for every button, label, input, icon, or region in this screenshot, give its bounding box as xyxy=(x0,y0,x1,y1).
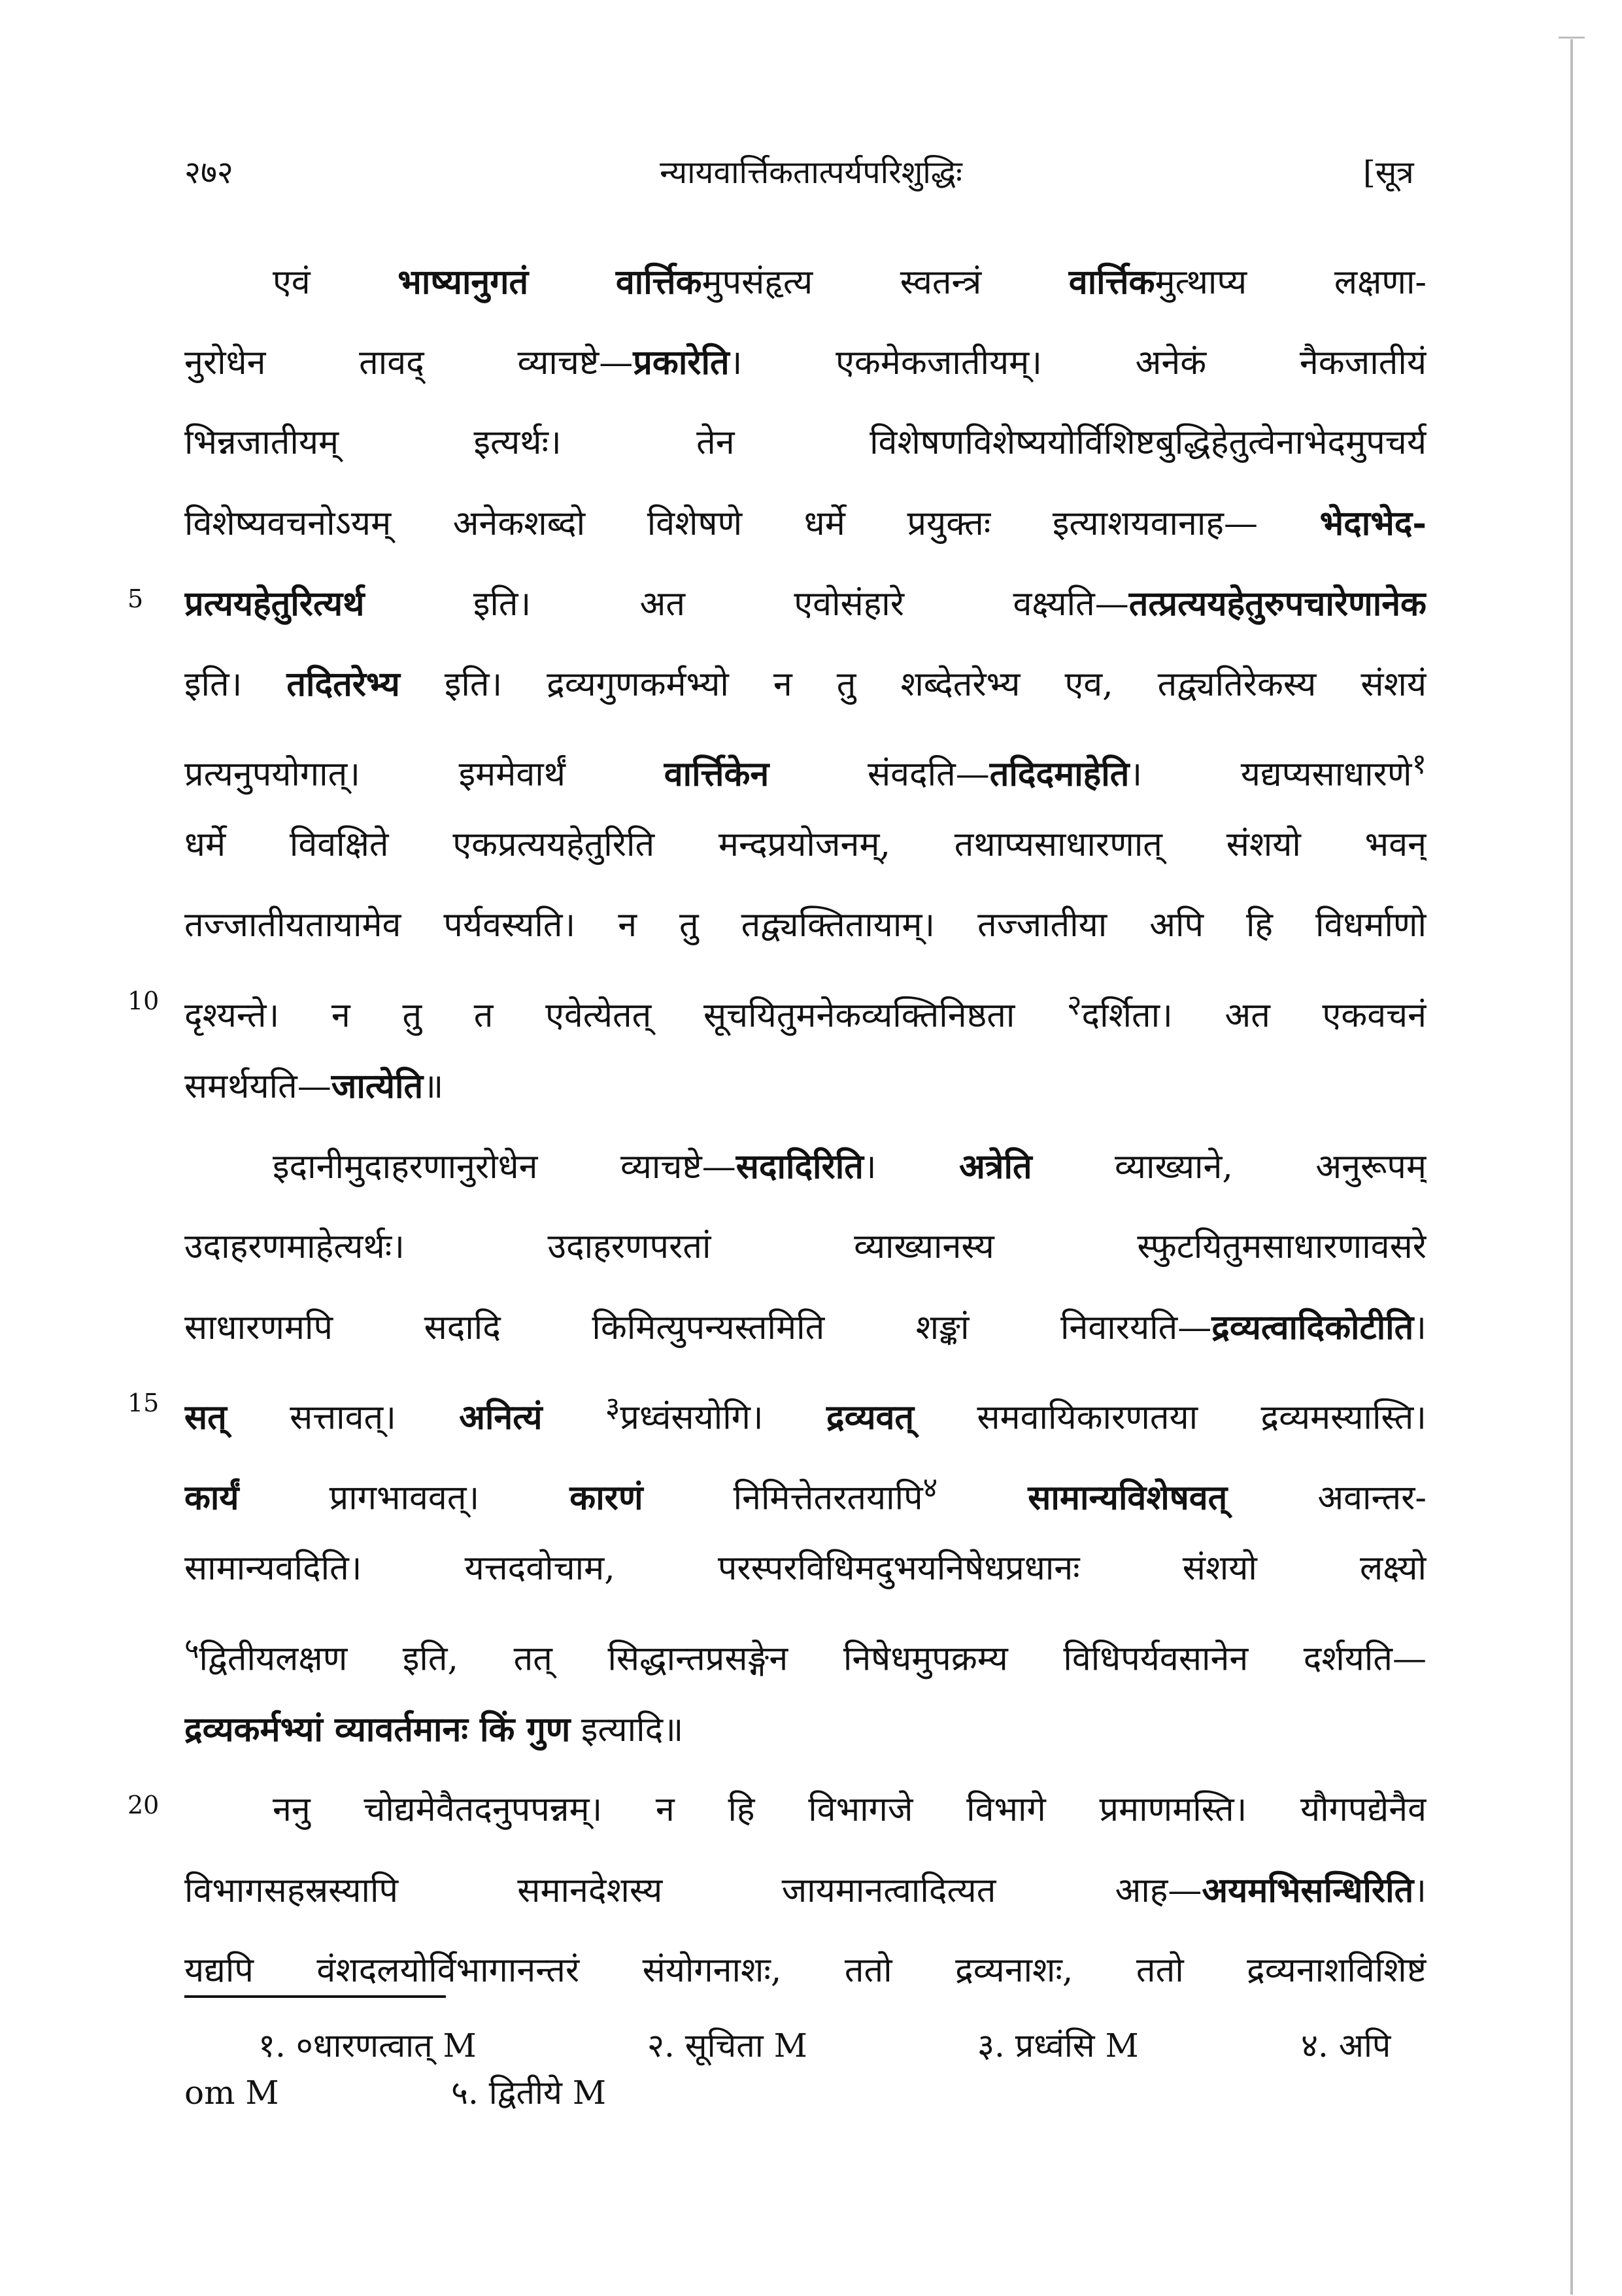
page-edge-line xyxy=(1570,39,1573,2295)
main-text xyxy=(184,242,1427,2011)
page-edge-tick xyxy=(1559,37,1585,39)
line-number-20: 20 xyxy=(127,1791,160,1819)
line-number-15: 15 xyxy=(127,1389,160,1417)
footnote-4-continued: om M xyxy=(184,2074,279,2112)
footnote-3: ३. प्रध्वंसि M xyxy=(977,2027,1139,2065)
line-number-10: 10 xyxy=(127,987,160,1015)
footnote-4: ४. अपि xyxy=(1301,2027,1391,2065)
footnote-ref: ४ xyxy=(922,1472,938,1504)
text-line: द्रव्यकर्मभ्यां व्यावर्तमानः किं गुण इत्यादि॥ xyxy=(184,1710,684,1749)
section-marker: [सूत्र xyxy=(1363,154,1414,191)
line-number-5: 5 xyxy=(127,584,144,613)
footnote-ref: २ xyxy=(1067,989,1082,1022)
text-line: तज्जातीयतायामेव पर्यवस्यति। न तु तद्व्यक्तितायाम्। तज्जातीया अपि हि विधर्माणो xyxy=(184,905,1427,945)
text-line: साधारणमपि सदादि किमित्युपन्यस्तमिति शङ्कां निवारयति—द्रव्यत्वादिकोटीति। xyxy=(184,1308,1427,1347)
footnote-5: ५. द्वितीये M xyxy=(451,2074,607,2112)
text-line: एवं भाष्यानुगतं वार्त्तिकमुपसंहृत्य स्वतन्त्रं वार्त्तिकमुत्थाप्य लक्षणा- xyxy=(273,262,1427,302)
footnote-ref: ५ xyxy=(184,1632,199,1665)
text-line: उदाहरणमाहेत्यर्थः। उदाहरणपरतां व्याख्यानस्य स्फुटयितुमसाधारणावसरे xyxy=(184,1227,1427,1266)
text-line: धर्मे विवक्षिते एकप्रत्ययहेतुरिति मन्दप्रयोजनम्, तथाप्यसाधारणात् संशयो भवन् xyxy=(184,825,1427,864)
text-line: कार्यं प्रागभाववत्। कारणं निमित्तेतरतयापि$^४$ सामान्यविशेषवत् अवान्तर- xyxy=(184,1472,1427,1518)
text-line: विभागसहस्रस्यापि समानदेशस्य जायमानत्वादित्यत आह—अयमभिसन्धिरिति। xyxy=(184,1870,1427,1910)
text-line: $^५$द्वितीयलक्षण इति, तत् सिद्धान्तप्रसङ्गेन निषेधमुपक्रम्य विधिपर्यवसानेन दर्शयति— xyxy=(184,1632,1427,1679)
text-line: सामान्यवदिति। यत्तदवोचाम, परस्परविधिमदुभयनिषेधप्रधानः संशयो लक्ष्यो xyxy=(184,1549,1427,1588)
text-line: प्रत्यनुपयोगात्। इममेवार्थं वार्त्तिकेन संवदति—तदिदमाहेति। यद्यप्यसाधारणे$^१$ xyxy=(184,748,1427,794)
footnote-ref: ३ xyxy=(605,1391,620,1424)
text-line: समर्थयति—जात्येति॥ xyxy=(184,1066,444,1106)
footnote-2: २. सूचिता M xyxy=(647,2027,807,2065)
text-line: भिन्नजातीयम् इत्यर्थः। तेन विशेषणविशेष्ययोर्विशिष्टबुद्धिहेतुत्वेनाभेदमुपचर्य xyxy=(184,423,1427,462)
text-line: ननु चोद्यमेवैतदनुपपन्नम्। न हि विभागजे विभागे प्रमाणमस्ति। यौगपद्येनैव xyxy=(273,1790,1427,1829)
footnote-ref: १ xyxy=(1411,748,1427,781)
text-line: इति। तदितरेभ्य इति। द्रव्यगुणकर्मभ्यो न तु शब्देतरेभ्य एव, तद्व्यतिरेकस्य संशयं xyxy=(184,664,1427,704)
text-line: प्रत्ययहेतुरित्यर्थ इति। अत एवोसंहारे वक्ष्यति—तत्प्रत्ययहेतुरुपचारेणानेक xyxy=(184,584,1427,624)
footnote-1: १. ०धारणत्वात् M xyxy=(258,2027,477,2065)
footnote-rule xyxy=(184,1995,446,1998)
page-number: २७२ xyxy=(184,154,233,191)
text-line: सत् सत्तावत्। अनित्यं $^३$प्रध्वंसयोगि। द्रव्यवत् समवायिकारणतया द्रव्यमस्यास्ति। xyxy=(184,1391,1427,1438)
running-header xyxy=(0,137,1622,196)
text-line: नुरोधेन तावद् व्याचष्टे—प्रकारेति। एकमेकजातीयम्। अनेकं नैकजातीयं xyxy=(184,343,1427,382)
text-line: दृश्यन्ते। न तु त एवेत्येतत् सूचयितुमनेकव्यक्तिनिष्ठता $^२$दर्शिता। अत एकवचनं xyxy=(184,989,1427,1036)
text-line: विशेष्यवचनोऽयम् अनेकशब्दो विशेषणे धर्मे प्रयुक्तः इत्याशयवानाह— भेदाभेद- xyxy=(184,503,1427,543)
text-line: यद्यपि वंशदलयोर्विभागानन्तरं संयोगनाशः, ततो द्रव्यनाशः, ततो द्रव्यनाशविशिष्टं xyxy=(184,1951,1427,1990)
running-title: न्यायवार्त्तिकतात्पर्यपरिशुद्धिः xyxy=(660,154,962,191)
text-line: इदानीमुदाहरणानुरोधेन व्याचष्टे—सदादिरिति। अत्रेति व्याख्याने, अनुरूपम् xyxy=(273,1147,1427,1187)
